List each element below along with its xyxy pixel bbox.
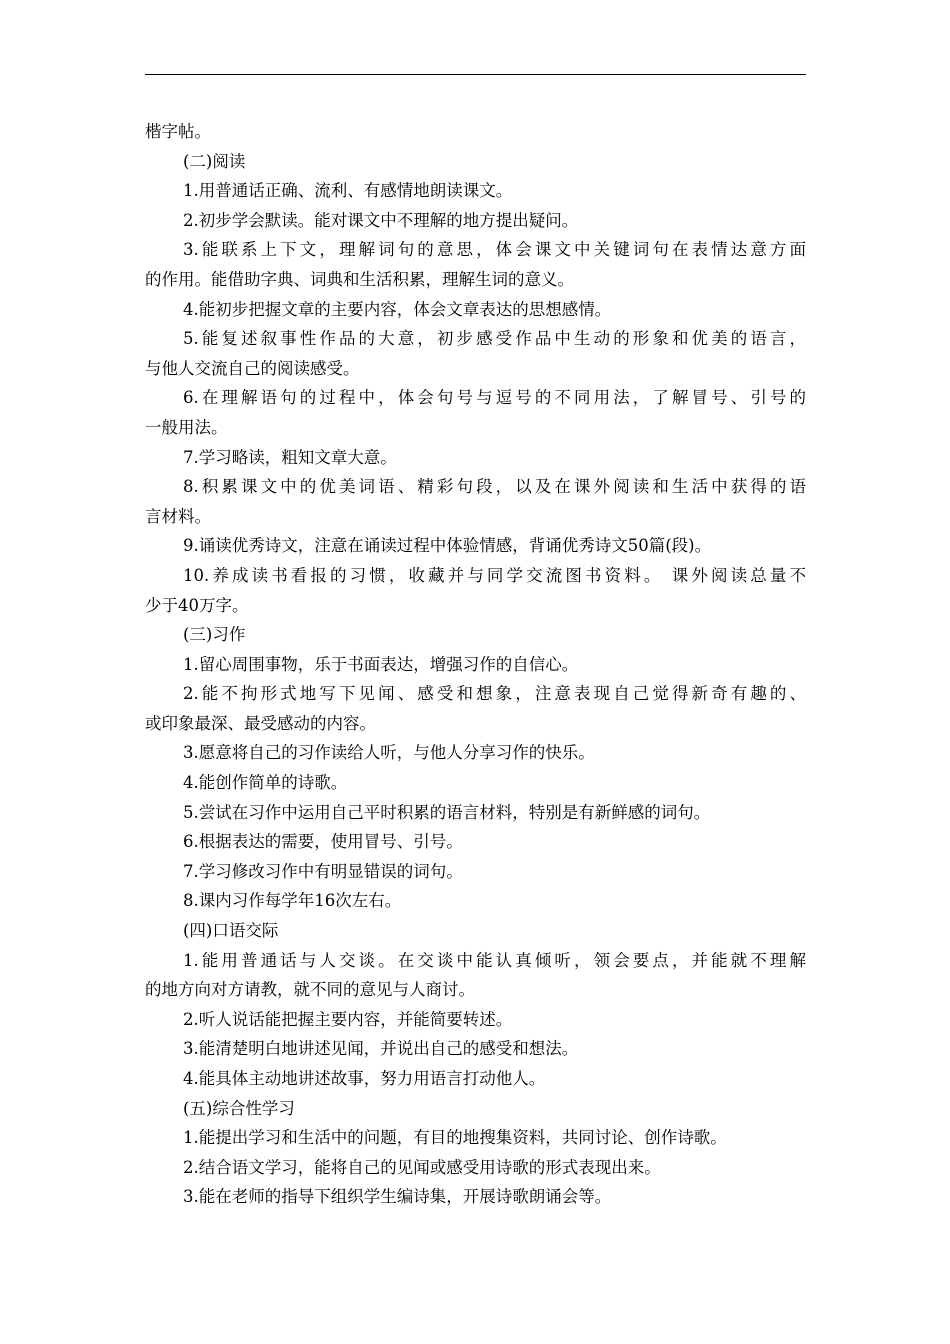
section-heading: (四)口语交际 [183,921,279,941]
item-line: 9.诵读优秀诗文，注意在诵读过程中体验情感，背诵优秀诗文50篇(段)。 [183,536,712,556]
section [145,1094,806,1212]
item-line: 6.根据表达的需要，使用冒号、引号。 [183,832,463,852]
document-body [145,117,806,1212]
list-item [145,235,806,294]
item-line: 2.结合语文学习，能将自己的见闻或感受用诗歌的形式表现出来。 [183,1157,661,1177]
item-line: 10.养成读书看报的习惯，收藏并与同学交流图书资料。 课外阅读总量不 [183,565,806,585]
item-line: 与他人交流自己的阅读感受。 [145,358,360,378]
item-line: 3.能联系上下文，理解词句的意思，体会课文中关键词句在表情达意方面 [183,240,806,260]
item-line: 1.能用普通话与人交谈。在交谈中能认真倾听，领会要点，并能就不理解 [183,950,806,970]
item-line: 8.课内习作每学年16次左右。 [183,891,402,911]
item-line: 7.学习修改习作中有明显错误的词句。 [183,861,463,881]
item-line: 1.用普通话正确、流利、有感情地朗读课文。 [183,181,513,201]
list-item [145,206,806,236]
item-line: 7.学习略读，粗知文章大意。 [183,447,397,467]
list-item [145,1064,806,1094]
list-item [145,857,806,887]
list-item [145,827,806,857]
item-line: 3.愿意将自己的习作读给人听，与他人分享习作的快乐。 [183,743,595,763]
item-line: 少于40万字。 [145,595,249,615]
list-item [145,650,806,680]
list-item [145,1153,806,1183]
list-item [145,561,806,620]
item-line: 5.能复述叙事性作品的大意，初步感受作品中生动的形象和优美的语言， [183,329,806,349]
list-item [145,679,806,738]
item-line: 3.能清楚明白地讲述见闻，并说出自己的感受和想法。 [183,1039,579,1059]
list-item [145,1005,806,1035]
continuation-text: 楷字帖。 [145,122,211,141]
item-line: 2.能不拘形式地写下见闻、感受和想象，注意表现自己觉得新奇有趣的、 [183,684,806,704]
section-heading: (二)阅读 [183,151,246,171]
list-item [145,295,806,325]
item-line: 4.能具体主动地讲述故事，努力用语言打动他人。 [183,1069,546,1088]
item-line: 5.尝试在习作中运用自己平时积累的语言材料，特别是有新鲜感的词句。 [183,802,711,822]
item-line: 的作用。能借助字典、词典和生活积累，理解生词的意义。 [145,269,574,289]
list-item [145,1123,806,1153]
list-item [145,1034,806,1064]
item-line: 2.初步学会默读。能对课文中不理解的地方提出疑问。 [183,210,579,230]
section-heading: (三)习作 [183,625,246,645]
item-line: 6.在理解语句的过程中，体会句号与逗号的不同用法，了解冒号、引号的 [183,388,806,408]
list-item [145,886,806,916]
list-item [145,383,806,442]
item-line: 1.能提出学习和生活中的问题，有目的地搜集资料，共同讨论、创作诗歌。 [183,1128,727,1148]
list-item [145,324,806,383]
item-line: 言材料。 [145,506,211,526]
item-line: 4.能创作简单的诗歌。 [183,773,348,793]
section [145,620,806,916]
list-item [145,443,806,473]
item-line: 3.能在老师的指导下组织学生编诗集，开展诗歌朗诵会等。 [183,1187,612,1207]
section-heading: (五)综合性学习 [183,1098,295,1118]
list-item [145,798,806,828]
header-rule [145,74,806,75]
item-line: 4.能初步把握文章的主要内容，体会文章表达的思想感情。 [183,299,612,319]
list-item [145,531,806,561]
list-item [145,176,806,206]
section [145,147,806,621]
item-line: 的地方向对方请教，就不同的意见与人商讨。 [145,980,475,1000]
list-item [145,738,806,768]
list-item [145,472,806,531]
item-line: 1.留心周围事物，乐于书面表达，增强习作的自信心。 [183,654,579,674]
section [145,916,806,1094]
item-line: 8.积累课文中的优美词语、精彩句段，以及在课外阅读和生活中获得的语 [183,477,806,497]
item-line: 一般用法。 [145,417,228,437]
list-item [145,768,806,798]
list-item [145,946,806,1005]
item-line: 2.听人说话能把握主要内容，并能简要转述。 [183,1009,513,1029]
sections-container [145,147,806,1212]
list-item [145,1182,806,1212]
item-line: 或印象最深、最受感动的内容。 [145,713,376,733]
